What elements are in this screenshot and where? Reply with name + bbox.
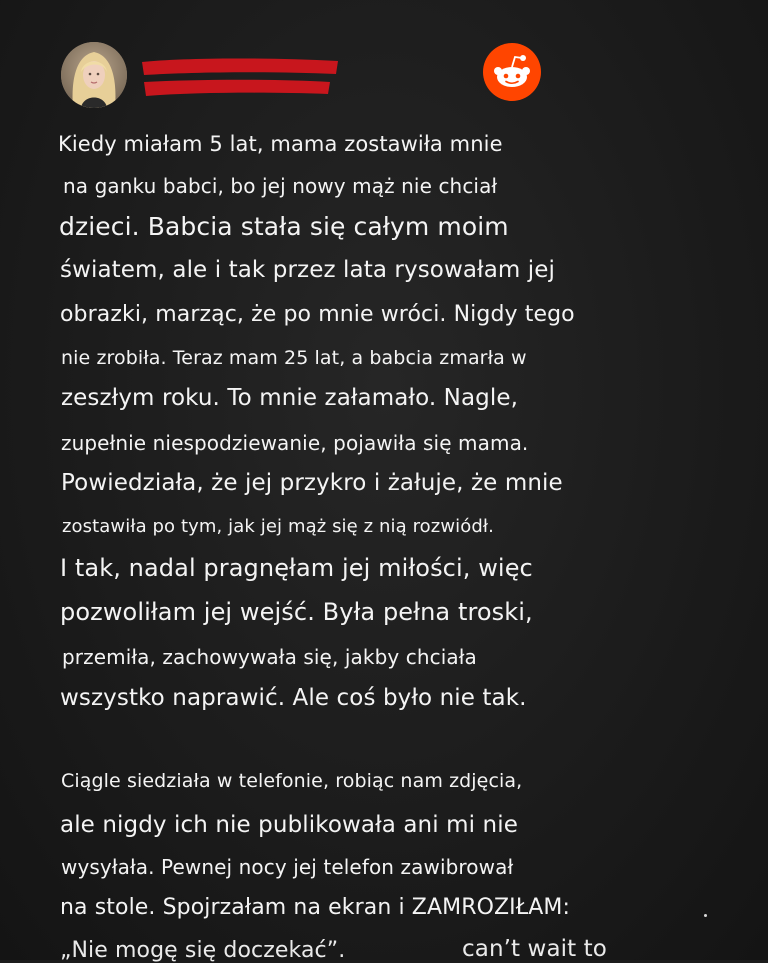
text-line: dzieci. Babcia stała się całym moim [59,212,509,241]
text-line: Kiedy miałam 5 lat, mama zostawiła mnie [58,132,503,156]
avatar[interactable] [61,42,127,108]
text-line: Ciągle siedziała w telefonie, robiąc nam zdjęcia, [61,770,523,792]
text-line-cut-left: „Nie mogę się doczekać”. [60,938,346,963]
post-body [0,120,768,963]
text-line: zupełnie niespodziewanie, pojawiła się mama. [61,431,529,455]
text-line: obrazki, marząc, że po mnie wróci. Nigdy tego [60,302,575,327]
text-line: na stole. Spojrzałam na ekran i ZAMROZIŁAM: [60,895,570,920]
text-line: nie zrobiła. Teraz mam 25 lat, a babcia zmarła w [61,347,527,369]
text-line: na ganku babci, bo jej nowy mąż nie chciał [63,174,498,198]
text-line: światem, ale i tak przez lata rysowałam jej [60,257,556,283]
text-line-cut-right: can’t wait to [462,936,607,962]
post-header [0,0,768,120]
text-line: wysyłała. Pewnej nocy jej telefon zawibrował [61,855,514,879]
text-line: zeszłym roku. To mnie załamało. Nagle, [61,385,519,411]
text-line: wszystko naprawić. Ale coś było nie tak. [60,685,527,711]
text-line: zostawiła po tym, jak jej mąż się z nią rozwiódł. [62,516,494,537]
text-line: Powiedziała, że jej przykro i żałuje, że mnie [61,470,563,496]
text-line: pozwoliłam jej wejść. Była pełna troski, [60,598,533,626]
text-line: I tak, nadal pragnęłam jej miłości, więc [60,554,533,582]
username-redacted [140,52,340,106]
speck [704,914,707,917]
text-line: ale nigdy ich nie publikowała ani mi nie [60,812,518,838]
text-line: przemiła, zachowywała się, jakby chciała [62,645,477,669]
reddit-icon [483,43,541,101]
